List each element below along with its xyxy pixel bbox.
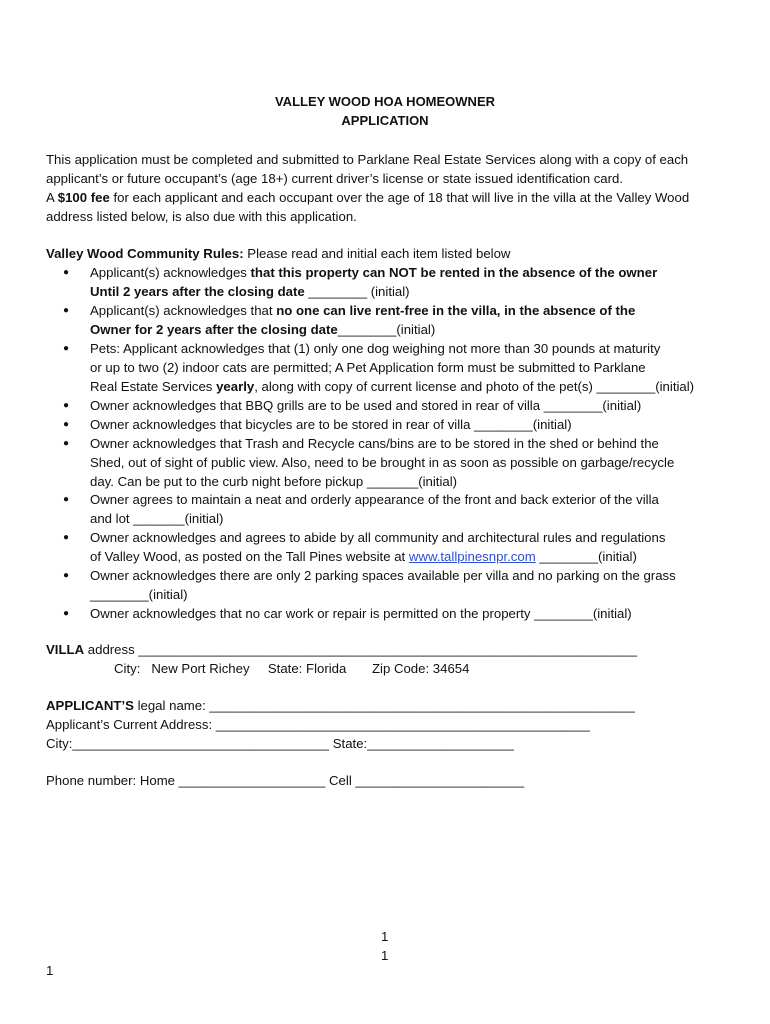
rule-8-text: of Valley Wood, as posted on the Tall Pines website at [90, 549, 409, 564]
villa-city-state-zip: City: New Port Richey State: Florida Zip Code: 34654 [114, 661, 470, 676]
applicant-city-state-field[interactable]: City:___________________________________ State:____________________ [46, 736, 514, 751]
rule-2-line1 [90, 301, 635, 320]
document-title-line2: APPLICATION [341, 113, 429, 128]
rule-1-bold: that this property can NOT be rented in the absence of the owner [250, 265, 658, 280]
document-title-line1: VALLEY WOOD HOA HOMEOWNER [274, 94, 496, 109]
rule-3-line3 [90, 377, 694, 396]
page-number-center-2: 1 [381, 948, 389, 963]
bullet-icon: ● [63, 305, 70, 316]
rule-6-line1: Owner acknowledges that Trash and Recycle cans/bins are to be stored in the shed or behind the [90, 436, 659, 451]
bullet-icon: ● [63, 608, 70, 619]
tall-pines-website-link[interactable]: www.tallpinesnpr.com [408, 549, 536, 564]
phone-number-field[interactable]: Phone number: Home ____________________ Cell _______________________ [46, 773, 525, 788]
rules-heading: Valley Wood Community Rules: [46, 246, 244, 261]
rule-2-text: Applicant(s) acknowledges that [90, 303, 277, 318]
intro-fee-pre: A [46, 190, 58, 205]
rule-7-line2: and lot _______(initial) [90, 511, 224, 526]
rule-2-bold-2: Owner for 2 years after the closing date [90, 322, 338, 337]
rule-2-bold: no one can live rent-free in the villa, in the absence of the [276, 303, 636, 318]
applicant-name-blank: legal name: __________________________________________________________ [133, 698, 635, 713]
page-number-left: 1 [46, 963, 54, 978]
rule-9-line1: Owner acknowledges there are only 2 parking spaces available per villa and no parking on the grass [90, 568, 676, 583]
intro-line2: applicant’s or future occupant’s (age 18+) current driver’s license or state issued identification card. [46, 171, 624, 186]
rule-10: Owner acknowledges that no car work or repair is permitted on the property ________(initial) [90, 606, 632, 621]
rule-3-text: Real Estate Services [90, 379, 217, 394]
intro-line1: This application must be completed and submitted to Parklane Real Estate Services along with a copy of each [46, 152, 689, 167]
rule-2-initial-blank: ________(initial) [337, 322, 436, 337]
rule-8-line2 [90, 547, 637, 566]
rule-6-line2: Shed, out of sight of public view. Also, need to be brought in as soon as possible on garbage/recycle [90, 455, 675, 470]
page-number-center-1: 1 [381, 929, 389, 944]
rule-6-line3: day. Can be put to the curb night before pickup _______(initial) [90, 474, 458, 489]
rule-5: Owner acknowledges that bicycles are to be stored in rear of villa ________(initial) [90, 417, 572, 432]
applicant-address-field[interactable]: Applicant’s Current Address: ___________________________________________________ [46, 717, 590, 732]
rule-1-bold-2: Until 2 years after the closing date [90, 284, 305, 299]
intro-fee-post: for each applicant and each occupant over the age of 18 that will live in the villa at the Valley Wood [109, 190, 690, 205]
rule-8-initial-blank: ________(initial) [535, 549, 637, 564]
applicant-name-field[interactable] [46, 696, 635, 715]
applicant-label: APPLICANT’S [46, 698, 134, 713]
rule-1-initial-blank: ________ (initial) [304, 284, 410, 299]
rule-3-initial-blank: , along with copy of current license and photo of the pet(s) ________(initial) [254, 379, 695, 394]
bullet-icon: ● [63, 438, 70, 449]
villa-address-field[interactable] [46, 640, 637, 659]
intro-fee-line [46, 188, 689, 207]
bullet-icon: ● [63, 267, 70, 278]
intro-fee-amount: $100 fee [57, 190, 110, 205]
rule-3-line2: or up to two (2) indoor cats are permitted; A Pet Application form must be submitted to Parklane [90, 360, 646, 375]
bullet-icon: ● [63, 494, 70, 505]
rules-heading-line [46, 244, 510, 263]
bullet-icon: ● [63, 400, 70, 411]
rule-2-line2 [90, 320, 435, 339]
rule-7-line1: Owner agrees to maintain a neat and orderly appearance of the front and back exterior of the villa [90, 492, 659, 507]
rule-9-line2: ________(initial) [90, 587, 188, 602]
rule-8-line1: Owner acknowledges and agrees to abide by all community and architectural rules and regulations [90, 530, 666, 545]
rule-1-text: Applicant(s) acknowledges [90, 265, 251, 280]
villa-label: VILLA [46, 642, 85, 657]
rule-3-line1: Pets: Applicant acknowledges that (1) only one dog weighing not more than 30 pounds at maturity [90, 341, 661, 356]
rule-1-line1 [90, 263, 657, 282]
bullet-icon: ● [63, 570, 70, 581]
rule-1-line2 [90, 282, 410, 301]
bullet-icon: ● [63, 532, 70, 543]
bullet-icon: ● [63, 419, 70, 430]
rule-3-bold: yearly [216, 379, 255, 394]
rules-heading-instructions: Please read and initial each item listed below [243, 246, 511, 261]
villa-address-blank: address ____________________________________________________________________ [84, 642, 638, 657]
bullet-icon: ● [63, 343, 70, 354]
intro-line4: address listed below, is also due with this application. [46, 209, 357, 224]
rule-4: Owner acknowledges that BBQ grills are to be used and stored in rear of villa ________(initial) [90, 398, 642, 413]
